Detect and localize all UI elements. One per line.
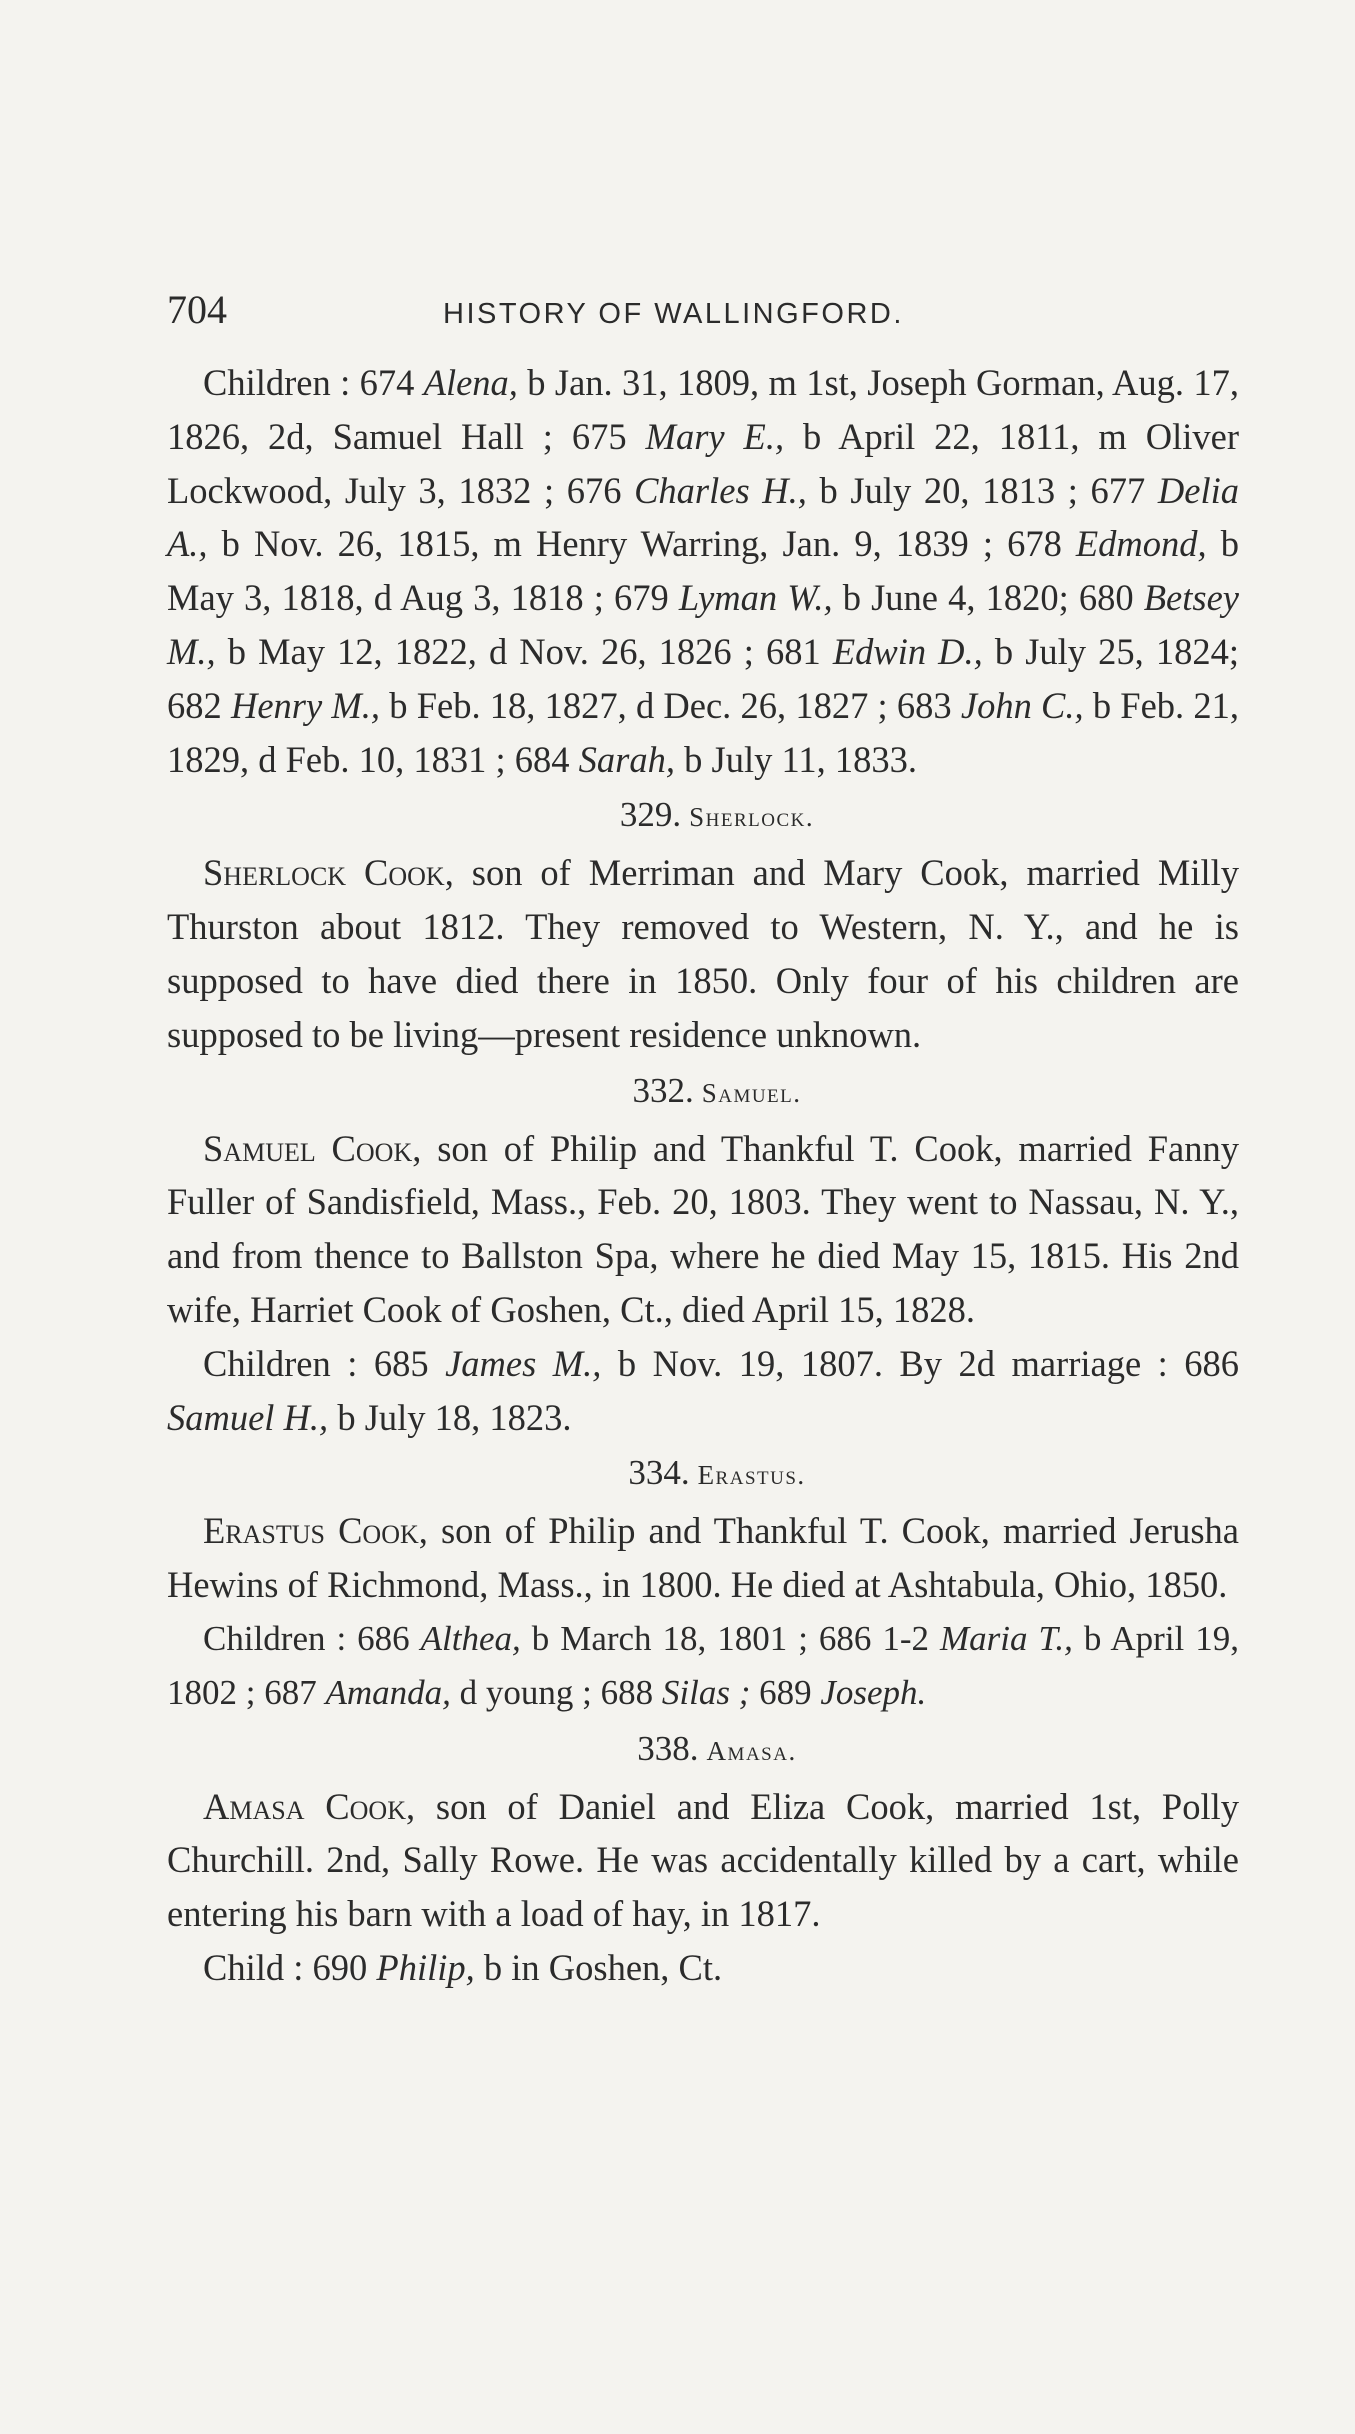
section-number: 329. bbox=[619, 795, 682, 835]
paragraph: Sherlock Cook, son of Merriman and Mary Cook, married Milly Thurston about 1812. They removed to Western, N. Y., and he is supposed to have died there in 1850. Only four of his children are supposed to be living—present residence unknown. bbox=[167, 852, 1239, 1055]
section-name: Samuel. bbox=[701, 1077, 802, 1108]
paragraph: Child : 690 Philip, b in Goshen, Ct. bbox=[203, 1946, 723, 1988]
section-name: Amasa. bbox=[706, 1735, 797, 1766]
person-name: Mary E., bbox=[645, 415, 785, 457]
person-name: Henry M., bbox=[230, 684, 381, 726]
section-name: Sherlock. bbox=[689, 802, 815, 833]
paragraph: Samuel Cook, son of Philip and Thankful T. Cook, married Fanny Fuller of Sandisfield, Mass., Feb. 20, 1803. They went to Nassau, N. Y., and from thence to Ballston Spa, where he died May 15, 1815. His 2nd wife, Harriet Cook of Goshen, Ct., died April 15, 1828. bbox=[167, 1127, 1239, 1330]
section-heading bbox=[167, 1062, 1239, 1122]
section-heading bbox=[167, 1444, 1239, 1504]
person-name: Alena, bbox=[423, 362, 518, 403]
book-page bbox=[167, 286, 1239, 1995]
person-name: Edmond, bbox=[1075, 523, 1207, 565]
person-name: Betsey M., bbox=[167, 577, 1239, 672]
person-name: John C., bbox=[960, 684, 1084, 726]
person-name: Amanda, bbox=[325, 1672, 451, 1712]
paragraph: Children : 685 James M., b Nov. 19, 1807. By 2d marriage : 686 Samuel H., b July 18, 1823. bbox=[167, 1342, 1240, 1438]
subject-name: Erastus Cook, bbox=[203, 1510, 428, 1552]
running-head bbox=[167, 286, 1239, 342]
person-name: Delia A., bbox=[167, 469, 1239, 565]
person-name: Edwin D., bbox=[832, 630, 983, 672]
paragraph: Erastus Cook, son of Philip and Thankful T. Cook, married Jerusha Hewins of Richmond, Mass., in 1800. He died at Ashtabula, Ohio, 1850. bbox=[167, 1510, 1239, 1606]
person-name: Joseph. bbox=[820, 1672, 927, 1712]
section-number: 332. bbox=[632, 1070, 694, 1110]
paragraph: Amasa Cook, son of Daniel and Eliza Cook, married 1st, Polly Churchill. 2nd, Sally Rowe. He was accidentally killed by a cart, while entering his barn with a load of hay, in 1817. bbox=[167, 1785, 1240, 1935]
section-heading bbox=[167, 1720, 1239, 1780]
person-name: Lyman W., bbox=[678, 577, 833, 619]
section-number: 338. bbox=[637, 1728, 699, 1768]
page-number: 704 bbox=[167, 287, 227, 332]
text-body bbox=[167, 356, 1239, 1995]
person-name: Maria T., bbox=[940, 1618, 1073, 1658]
running-title: HISTORY OF WALLINGFORD. bbox=[443, 298, 904, 330]
person-name: Silas ; bbox=[661, 1672, 751, 1712]
person-name: Charles H., bbox=[634, 469, 807, 511]
subject-name: Samuel Cook, bbox=[203, 1127, 422, 1169]
section-name: Erastus. bbox=[697, 1460, 806, 1491]
subject-name: Sherlock Cook, bbox=[203, 852, 454, 894]
section-heading bbox=[167, 786, 1239, 846]
subject-name: Amasa Cook, bbox=[203, 1785, 416, 1827]
person-name: Althea, bbox=[420, 1618, 521, 1658]
person-name: Sarah, bbox=[578, 738, 675, 780]
person-name: Philip, bbox=[376, 1946, 475, 1988]
person-name: James M., bbox=[445, 1342, 602, 1384]
section-number: 334. bbox=[628, 1453, 690, 1493]
paragraph: Children : 686 Althea, b March 18, 1801 ; 686 1-2 Maria T., b April 19, 1802 ; 687 Amanda, d young ; 688 Silas ; 689 Joseph. bbox=[167, 1618, 1239, 1712]
paragraph: Children : 674 Alena, b Jan. 31, 1809, m 1st, Joseph Gorman, Aug. 17, 1826, 2d, Samuel Hall ; 675 Mary E., b April 22, 1811, m Oliver Lockwood, July 3, 1832 ; 676 Charles H., b July 20, 1813 ; 677 Delia A., b Nov. 26, 1815, m Henry Warring, Jan. 9, 1839 ; 678 Edmond, b May 3, 1818, d Aug 3, 1818 ; 679 Lyman W., b June 4, 1820; 680 Betsey M., b May 12, 1822, d Nov. 26, 1826 ; 681 Edwin D., b July 25, 1824; 682 Henry M., b Feb. 18, 1827, d Dec. 26, 1827 ; 683 John C., b Feb. 21, 1829, d Feb. 10, 1831 ; 684 Sarah, b July 11, 1833. bbox=[167, 362, 1240, 780]
person-name: Samuel H., bbox=[167, 1396, 329, 1438]
